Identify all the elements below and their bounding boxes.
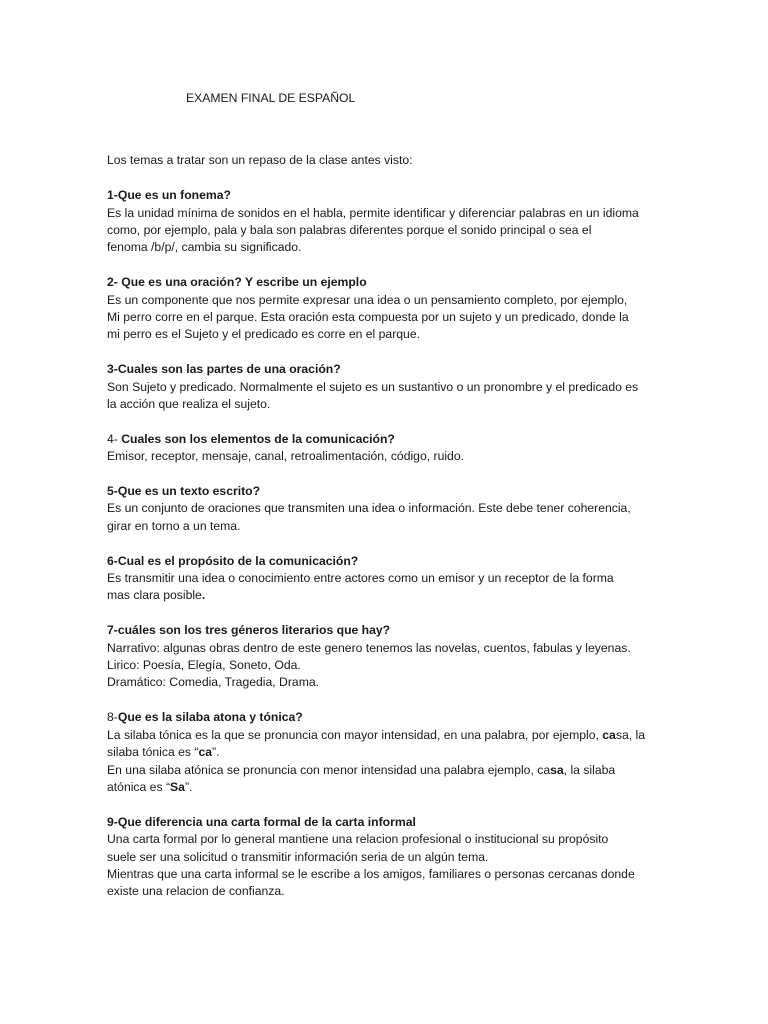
question-block-3 xyxy=(107,361,662,413)
answer-8-line-1-a: La silaba tónica es la que se pronuncia con mayor intensidad, en una palabra, por ejemplo, xyxy=(107,727,603,742)
answer-1-line-1: Es la unidad mínima de sonidos en el habla, permite identificar y diferenciar palabras en un idioma xyxy=(107,205,639,220)
answer-8-line-3-a: En una silaba atónica se pronuncia con menor intensidad una palabra ejemplo, ca xyxy=(107,762,551,777)
question-2: 2- Que es una oración? Y escribe un ejemplo xyxy=(107,275,367,290)
question-block-2 xyxy=(107,274,662,344)
question-4-number: 4- xyxy=(107,431,118,446)
answer-8-line-1 xyxy=(107,727,662,744)
answer-2-line-1: Es un componente que nos permite expresar una idea o un pensamiento completo, por ejemplo, xyxy=(107,292,628,307)
answer-8-line-2 xyxy=(107,744,662,761)
answer-8-line-4-bold: Sa xyxy=(170,779,185,794)
answer-1-line-2: como, por ejemplo, pala y bala son palabras diferentes porque el sonido principal o sea el xyxy=(107,223,592,238)
answer-2-line-3: mi perro es el Sujeto y el predicado es corre en el parque. xyxy=(107,327,420,342)
question-8-text: Que es la silaba atona y tónica? xyxy=(117,710,303,725)
question-6: 6-Cual es el propósito de la comunicación? xyxy=(107,553,359,568)
question-block-8 xyxy=(107,709,662,796)
answer-9-line-4: existe una relacion de confianza. xyxy=(107,884,285,899)
question-7: 7-cuáles son los tres géneros literarios que hay? xyxy=(107,623,391,638)
answer-8-line-3-bold: sa xyxy=(550,762,564,777)
answer-7-line-2: Lirico: Poesía, Elegía, Soneto, Oda. xyxy=(107,658,301,673)
answer-4-line-1: Emisor, receptor, mensaje, canal, retroalimentación, código, ruido. xyxy=(107,449,465,464)
question-block-1 xyxy=(107,187,662,257)
answer-8-line-1-c: sa, la xyxy=(615,727,645,742)
answer-8-line-4-c: ”. xyxy=(184,779,193,794)
answer-6-line-2 xyxy=(107,587,662,604)
answer-9-line-2: suele ser una solicitud o transmitir información seria de un algún tema. xyxy=(107,849,489,864)
question-5: 5-Que es un texto escrito? xyxy=(107,484,261,499)
answer-5-line-2: girar en torno a un tema. xyxy=(107,518,241,533)
answer-1-line-3: fenoma /b/p/, cambia su significado. xyxy=(107,240,302,255)
question-block-5 xyxy=(107,483,662,535)
question-block-7 xyxy=(107,622,662,692)
answer-5-line-1: Es un conjunto de oraciones que transmiten una idea o información. Este debe tener coherencia, xyxy=(107,501,631,516)
question-1: 1-Que es un fonema? xyxy=(107,188,231,203)
answer-7-line-1: Narrativo: algunas obras dentro de este genero tenemos las novelas, cuentos, fabulas y leyenas. xyxy=(107,640,631,655)
answer-8-line-2-a: silaba tónica es “ xyxy=(107,745,199,760)
answer-8-line-3-c: , la silaba xyxy=(563,762,616,777)
answer-8-line-2-c: ”. xyxy=(212,745,220,760)
question-3: 3-Cuales son las partes de una oración? xyxy=(107,362,341,377)
answer-6-line-1: Es transmitir una idea o conocimiento entre actores como un emisor y un receptor de la forma xyxy=(107,571,614,586)
answer-8-line-3 xyxy=(107,762,662,779)
answer-7-line-3: Dramático: Comedia, Tragedia, Drama. xyxy=(107,675,320,690)
answer-9-line-1: Una carta formal por lo general mantiene una relacion profesional o institucional su propósito xyxy=(107,832,609,847)
document-title: EXAMEN FINAL DE ESPAÑOL xyxy=(186,91,356,105)
answer-8-line-4-a: atónica es “ xyxy=(107,779,171,794)
answer-8-line-4 xyxy=(107,779,662,796)
question-8 xyxy=(107,709,662,726)
answer-6-line-2-period: . xyxy=(201,588,206,603)
question-block-9 xyxy=(107,814,662,901)
answer-3-line-2: la acción que realiza el sujeto. xyxy=(107,397,271,412)
answer-8-line-2-bold: ca xyxy=(198,745,213,760)
intro-text: Los temas a tratar son un repaso de la clase antes visto: xyxy=(107,153,413,168)
question-9: 9-Que diferencia una carta formal de la carta informal xyxy=(107,814,416,829)
answer-3-line-1: Son Sujeto y predicado. Normalmente el sujeto es un sustantivo o un pronombre y el predicado es xyxy=(107,379,639,394)
question-4 xyxy=(107,431,662,448)
answer-9-line-3: Mientras que una carta informal se le escribe a los amigos, familiares o personas cercanas donde xyxy=(107,866,635,881)
answer-2-line-2: Mi perro corre en el parque. Esta oración esta compuesta por un sujeto y un predicado, donde la xyxy=(107,310,629,325)
question-4-text: Cuales son los elementos de la comunicación? xyxy=(117,431,395,446)
question-block-6 xyxy=(107,553,662,605)
question-block-4 xyxy=(107,431,662,466)
answer-8-line-1-bold: ca xyxy=(602,727,616,742)
answer-6-line-2-text: mas clara posible xyxy=(107,588,202,603)
question-8-number: 8- xyxy=(107,710,118,725)
